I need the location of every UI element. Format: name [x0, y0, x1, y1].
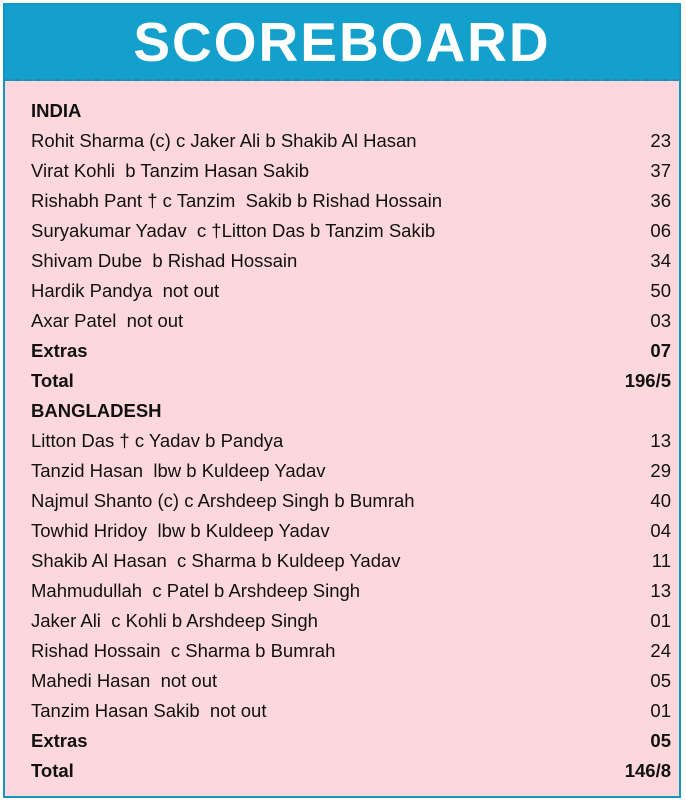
total-label: Total: [31, 760, 74, 781]
batter-row: [31, 156, 671, 186]
total-value: 196/5: [624, 370, 671, 391]
batter-runs: 11: [651, 550, 671, 571]
batter-row: [31, 696, 671, 726]
batter-row: [31, 186, 671, 216]
batter-row: [31, 306, 671, 336]
team-name-bangladesh: BANGLADESH: [31, 400, 162, 421]
batter-row: [31, 576, 671, 606]
batter-runs: 05: [650, 670, 671, 691]
extras-label: Extras: [31, 340, 88, 361]
batter-runs: 13: [650, 580, 671, 601]
batter-dismissal: Mahedi Hasan not out: [31, 670, 218, 691]
batter-dismissal: Virat Kohli b Tanzim Hasan Sakib: [31, 160, 309, 181]
batter-dismissal: Jaker Ali c Kohli b Arshdeep Singh: [31, 610, 318, 631]
batter-row: [31, 486, 671, 516]
batter-runs: 34: [650, 250, 671, 271]
batter-runs: 01: [650, 700, 671, 721]
extras-value: 07: [650, 340, 671, 361]
batter-runs: 13: [650, 430, 671, 451]
scoreboard-header: [5, 5, 679, 81]
total-row: [31, 366, 671, 396]
batter-row: [31, 216, 671, 246]
batter-row: [31, 606, 671, 636]
batter-runs: 29: [650, 460, 671, 481]
total-value: 146/8: [624, 760, 671, 781]
batter-dismissal: Shakib Al Hasan c Sharma b Kuldeep Yadav: [31, 550, 401, 571]
batter-runs: 37: [650, 160, 671, 181]
batter-dismissal: Tanzid Hasan lbw b Kuldeep Yadav: [31, 460, 326, 481]
batter-runs: 01: [650, 610, 671, 631]
batter-dismissal: Rishabh Pant † c Tanzim Sakib b Rishad Hossain: [31, 190, 442, 211]
batter-row: [31, 276, 671, 306]
page-title: SCOREBOARD: [133, 10, 551, 73]
batter-dismissal: Tanzim Hasan Sakib not out: [31, 700, 267, 721]
batter-dismissal: Hardik Pandya not out: [31, 280, 220, 301]
batter-runs: 03: [650, 310, 671, 331]
batter-dismissal: Litton Das † c Yadav b Pandya: [31, 430, 284, 451]
team-name-india: INDIA: [31, 100, 82, 121]
total-label: Total: [31, 370, 74, 391]
batter-dismissal: Rishad Hossain c Sharma b Bumrah: [31, 640, 336, 661]
batter-runs: 04: [650, 520, 671, 541]
batter-dismissal: Najmul Shanto (c) c Arshdeep Singh b Bumrah: [31, 490, 415, 511]
batter-dismissal: Shivam Dube b Rishad Hossain: [31, 250, 298, 271]
batter-row: [31, 426, 671, 456]
extras-label: Extras: [31, 730, 88, 751]
batter-runs: 24: [650, 640, 671, 661]
batter-runs: 50: [650, 280, 671, 301]
batter-row: [31, 126, 671, 156]
batter-runs: 36: [650, 190, 671, 211]
batter-row: [31, 636, 671, 666]
batter-row: [31, 666, 671, 696]
batter-runs: 06: [650, 220, 671, 241]
batter-row: [31, 456, 671, 486]
scoreboard-content: [31, 96, 671, 786]
batter-dismissal: Towhid Hridoy lbw b Kuldeep Yadav: [31, 520, 330, 541]
batter-runs: 23: [650, 130, 671, 151]
batter-row: [31, 516, 671, 546]
extras-row: [31, 726, 671, 756]
extras-value: 05: [650, 730, 671, 751]
batter-dismissal: Mahmudullah c Patel b Arshdeep Singh: [31, 580, 361, 601]
batter-runs: 40: [650, 490, 671, 511]
extras-row: [31, 336, 671, 366]
batter-row: [31, 246, 671, 276]
batter-row: [31, 546, 671, 576]
scoreboard-panel: [3, 3, 681, 798]
batter-dismissal: Suryakumar Yadav c †Litton Das b Tanzim Sakib: [31, 220, 436, 241]
batter-dismissal: Axar Patel not out: [31, 310, 184, 331]
batter-dismissal: Rohit Sharma (c) c Jaker Ali b Shakib Al Hasan: [31, 130, 417, 151]
total-row: [31, 756, 671, 786]
